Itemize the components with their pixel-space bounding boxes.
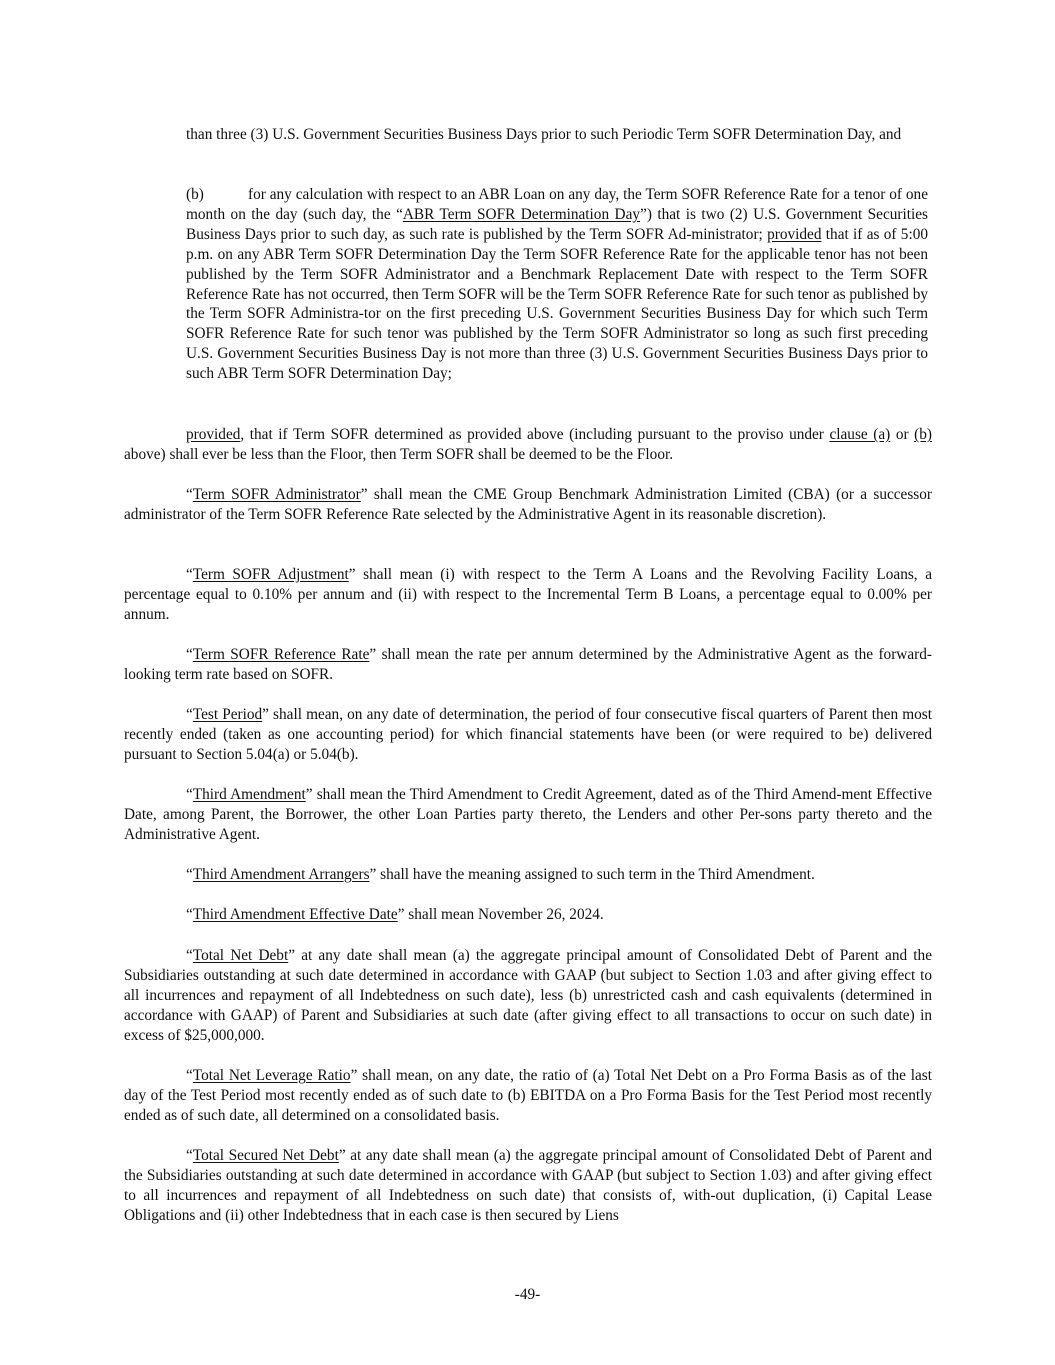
defined-term: Third Amendment — [192, 786, 306, 803]
underlined-word: provided — [186, 426, 241, 443]
definition-total-net-debt: “Total Net Debt” at any date shall mean (a) the aggregate principal amount of Consolidated Debt of Parent and the Subsidiaries outstanding at such date determined in accordance with GAAP (but subject to Section 1.03 and after giving effect to all incurrences and repayment of all Indebtedness on such date), less (b) unrestricted cash and cash equivalents (determined in accordance with GAAP) of Parent and Subsidiaries at such date (after giving effect to all transactions to occur on such date) in excess of $25,000,000. — [124, 947, 932, 1044]
definition-third-amendment-arrangers: “Third Amendment Arrangers” shall have the meaning assigned to such term in the Third Amendment. — [186, 866, 815, 883]
definition-term-sofr-administrator: “Term SOFR Administrator” shall mean the CME Group Benchmark Administration Limited (CBA) (or a successor administrator of the Term SOFR Reference Rate selected by the Administrative Agent in its reasonable discretion). — [124, 486, 932, 523]
defined-term: Total Net Leverage Ratio — [192, 1067, 351, 1084]
defined-term: Term SOFR Administrator — [192, 486, 361, 503]
defined-term: Term SOFR Reference Rate — [192, 646, 370, 663]
page-number: -49- — [514, 1286, 541, 1303]
defined-term: Third Amendment Effective Date — [192, 906, 398, 923]
paragraph-continuation — [186, 125, 928, 145]
paragraph-proviso: provided, that if Term SOFR determined as provided above (including pursuant to the proviso under clause (a) or (b) above) shall ever be less than the Floor, then Term SOFR shall be deemed to be the Floor. — [124, 426, 932, 463]
defined-term: Third Amendment Arrangers — [192, 866, 370, 883]
defined-term: Total Net Debt — [192, 947, 289, 964]
definition-term-sofr-adjustment: “Term SOFR Adjustment” shall mean (i) with respect to the Term A Loans and the Revolving Facility Loans, a percentage equal to 0.10% per annum and (ii) with respect to the Incremental Term B Loans, a percentage equal to 0.00% per annum. — [124, 566, 932, 623]
defined-term: Total Secured Net Debt — [192, 1147, 339, 1164]
clause-label: (b) — [186, 186, 204, 203]
paragraph-text: than three (3) U.S. Government Securities Business Days prior to such Periodic Term SOFR Determination Day, and — [186, 126, 902, 143]
definition-total-secured-net-debt: “Total Secured Net Debt” at any date shall mean (a) the aggregate principal amount of Consolidated Debt of Parent and the Subsidiaries outstanding at such date determined in accordance with GAAP (but subject to Section 1.03) and after giving effect to all incurrences and repayment of all Indebtedness on such date) that consists of, with-out duplication, (i) Capital Lease Obligations and (ii) other Indebtedness that in each case is then secured by Liens — [124, 1147, 932, 1224]
definition-term-sofr-reference-rate: “Term SOFR Reference Rate” shall mean the rate per annum determined by the Administrative Agent as the forward-looking term rate based on SOFR. — [124, 646, 932, 683]
clause-reference: clause (a) — [829, 426, 891, 443]
definition-test-period: “Test Period” shall mean, on any date of determination, the period of four consecutive fiscal quarters of Parent then most recently ended (taken as one accounting period) for which financial statements have been (or were required to be) delivered pursuant to Section 5.04(a) or 5.04(b). — [124, 706, 932, 763]
definition-third-amendment: “Third Amendment” shall mean the Third Amendment to Credit Agreement, dated as of the Third Amend-ment Effective Date, among Parent, the Borrower, the other Loan Parties party thereto, the Lenders and other Per-sons party thereto and the Administrative Agent. — [124, 786, 932, 843]
clause-reference: (b) — [914, 426, 932, 443]
defined-term: Test Period — [192, 706, 263, 723]
definition-third-amendment-effective-date: “Third Amendment Effective Date” shall mean November 26, 2024. — [186, 906, 604, 923]
definition-total-net-leverage-ratio: “Total Net Leverage Ratio” shall mean, on any date, the ratio of (a) Total Net Debt on a Pro Forma Basis as of the last day of the Test Period most recently ended as of such date to (b) EBITDA on a Pro Forma Basis for the Test Period most recently ended as of such date, all determined on a consolidated basis. — [124, 1067, 932, 1124]
defined-term: ABR Term SOFR Determination Day — [402, 205, 641, 223]
paragraph-clause-b: (b) for any calculation with respect to an ABR Loan on any day, the Term SOFR Reference Rate for a tenor of one month on the day (such day, the “ABR Term SOFR Determination Day”) that is two (2) U.S. Government Securities Business Days prior to such day, as such rate is published by the Term SOFR Ad-ministrator; provided that if as of 5:00 p.m. on any ABR Term SOFR Determination Day the Term SOFR Reference Rate for the applicable tenor has not been published by the Term SOFR Administrator and a Benchmark Replacement Date with respect to the Term SOFR Reference Rate has not occurred, then Term SOFR will be the Term SOFR Reference Rate for such tenor as published by the Term SOFR Administra-tor on the first preceding U.S. Government Securities Business Day for which such Term SOFR Reference Rate for such tenor was published by the Term SOFR Administrator so long as such first preceding U.S. Government Securities Business Day is not more than three (3) U.S. Government Securities Business Days prior to such ABR Term SOFR Determination Day; — [186, 186, 929, 383]
underlined-word: provided — [767, 225, 822, 243]
defined-term: Term SOFR Adjustment — [192, 566, 349, 583]
